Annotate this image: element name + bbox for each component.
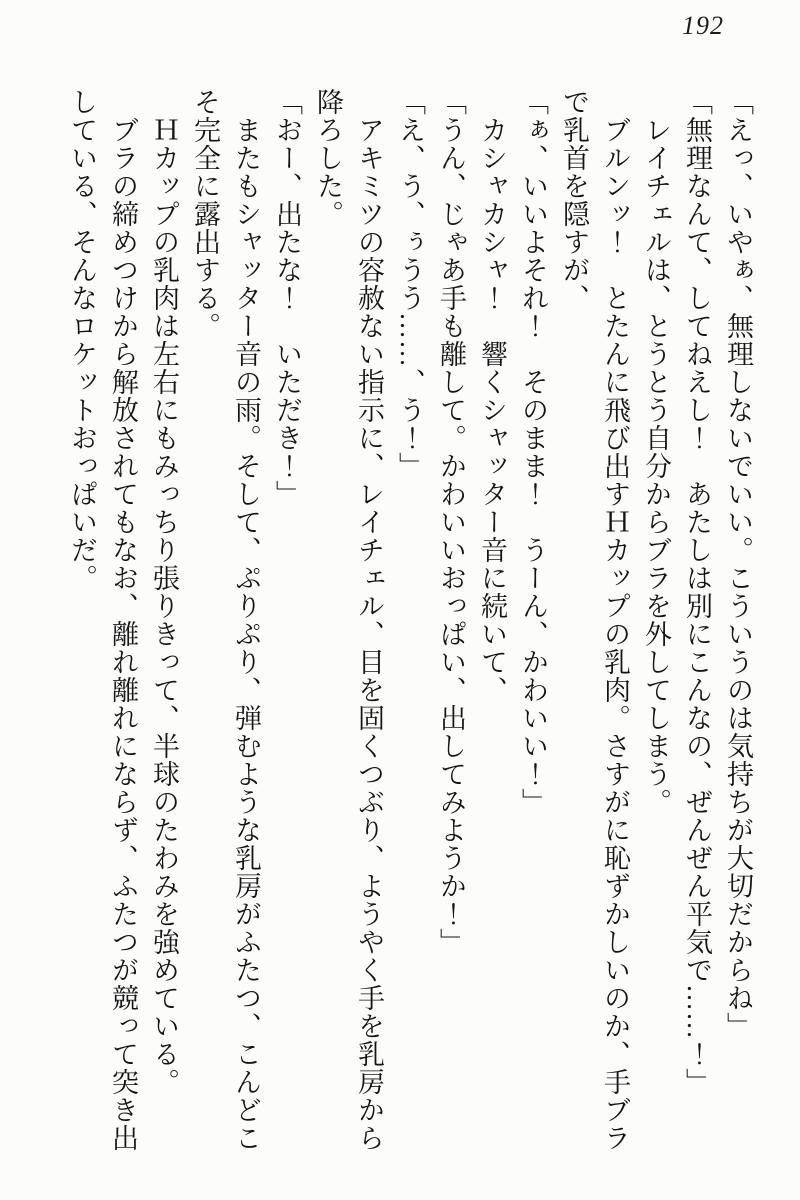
text-line: 「おー、出たな！ いただき！」 <box>272 88 302 508</box>
text-line: 「えっ、いやぁ、無理しないでいい。こういうのは気持ちが大切だからね」 <box>723 88 753 1040</box>
page-number: 192 <box>682 11 724 40</box>
text-line: で乳首を隠すが、 <box>559 88 589 312</box>
body-text <box>61 88 758 1152</box>
text-line: カシャカシャ！ 響くシャッター音に続いて、 <box>477 88 507 704</box>
text-line: そ完全に露出する。 <box>190 88 220 340</box>
text-line: 降ろした。 <box>313 88 343 228</box>
text-line: 「え、う、ぅうう……、う！」 <box>395 88 425 480</box>
text-line: ブルンッ！ とたんに飛び出すＨカップの乳肉。さすがに恥ずかしいのか、手ブラ <box>600 88 630 1152</box>
text-line: Ｈカップの乳肉は左右にもみっちり張りきって、半球のたわみを強めている。 <box>149 88 179 1096</box>
text-line: レイチェルは、とうとう自分からブラを外してしまう。 <box>641 88 671 816</box>
text-line: 「ぁ、いいよそれ！ そのまま！ うーん、かわいい！」 <box>518 88 548 816</box>
text-line: ブラの締めつけから解放されてもなお、離れ離れにならず、ふたつが競って突き出 <box>108 88 138 1152</box>
text-line: 「うん、じゃあ手も離して。かわいいおっぱい、出してみようか！」 <box>436 88 466 956</box>
text-line: 「無理なんて、してねえし！ あたしは別にこんなの、ぜんぜん平気で……！」 <box>682 88 712 1096</box>
text-line: またもシャッター音の雨。そして、ぷりぷり、弾むような乳房がふたつ、こんどこ <box>231 88 261 1152</box>
text-line: している、そんなロケットおっぱいだ。 <box>67 88 97 592</box>
text-line: アキミツの容赦ない指示に、レイチェル、目を固くつぶり、ようやく手を乳房から <box>354 88 384 1152</box>
